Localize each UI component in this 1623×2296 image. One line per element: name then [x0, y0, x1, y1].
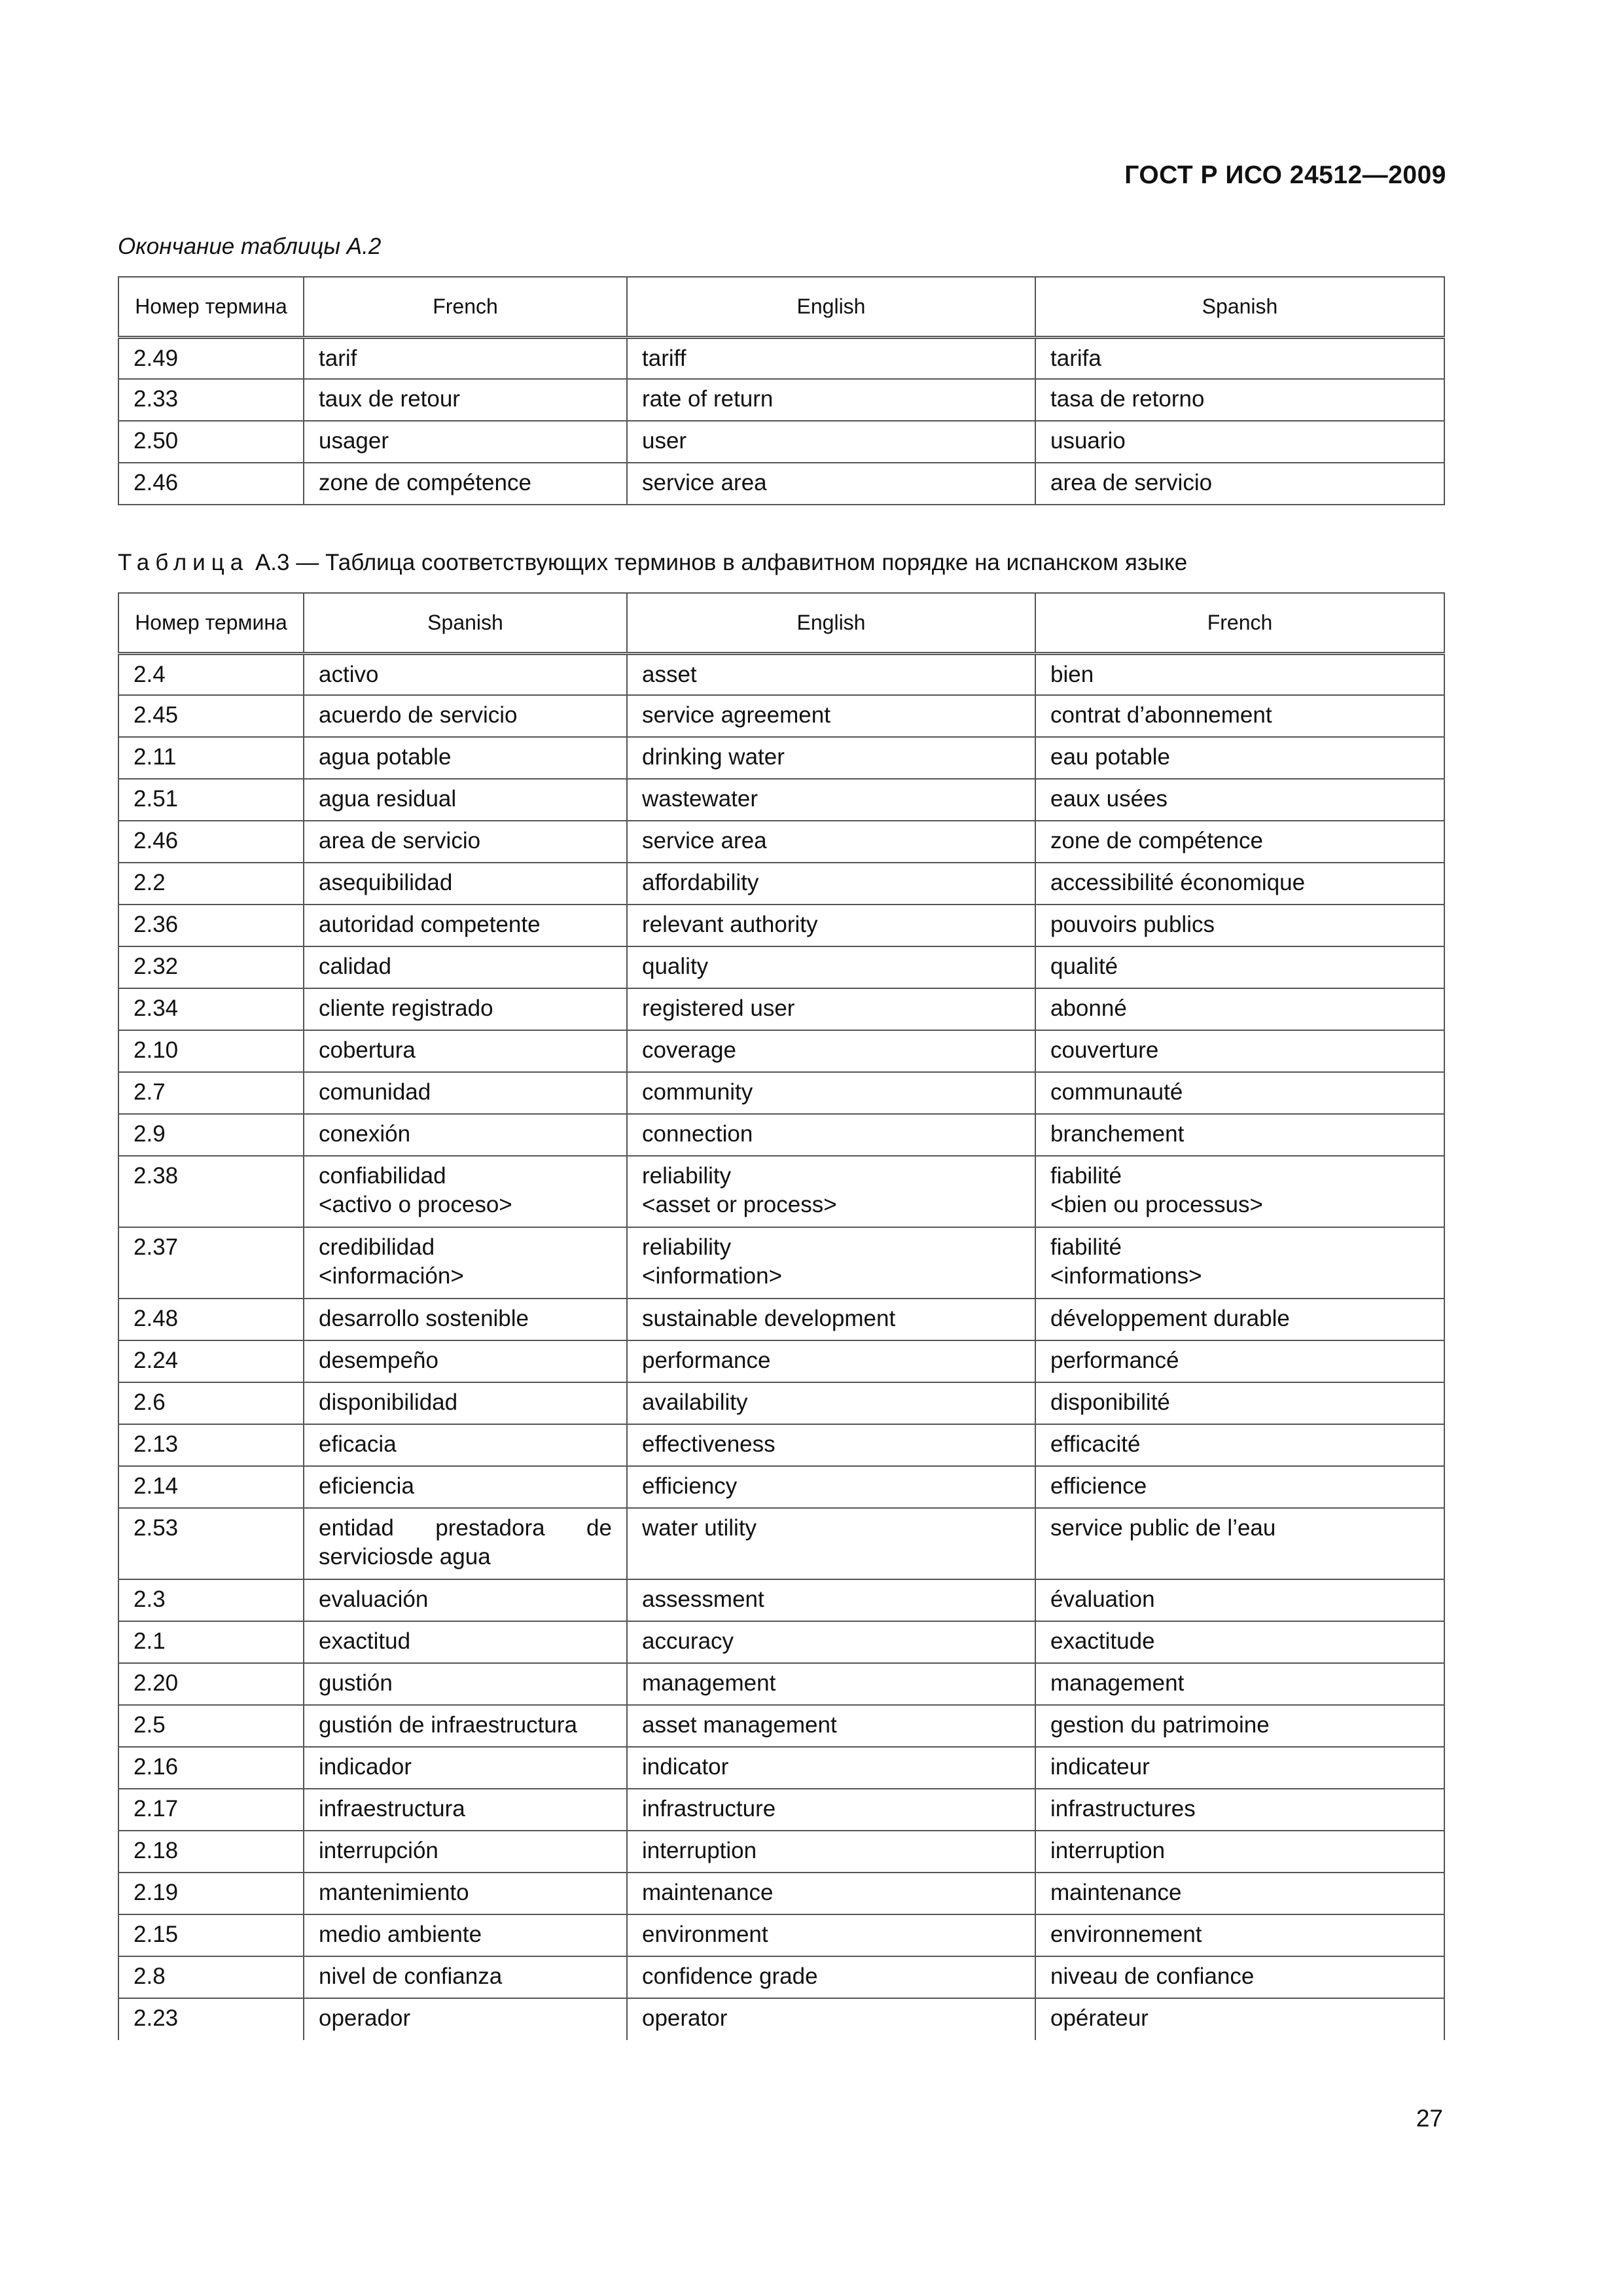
- term-cell: area de servicio: [304, 821, 627, 863]
- term-cell: opérateur: [1035, 1998, 1444, 2040]
- table-row: [118, 863, 1444, 905]
- term-number-cell: 2.20: [118, 1663, 304, 1705]
- term-number-cell: 2.17: [118, 1789, 304, 1831]
- term-cell: taux de retour: [304, 379, 627, 421]
- table-row: [118, 1914, 1444, 1956]
- table-row: [118, 1340, 1444, 1382]
- term-cell: eaux usées: [1035, 779, 1444, 821]
- term-cell: management: [627, 1663, 1035, 1705]
- term-cell: développement durable: [1035, 1299, 1444, 1340]
- table-row: [118, 1382, 1444, 1424]
- term-number-cell: 2.46: [118, 821, 304, 863]
- term-number-cell: 2.6: [118, 1382, 304, 1424]
- term-number-cell: 2.13: [118, 1424, 304, 1466]
- term-cell: availability: [627, 1382, 1035, 1424]
- table-row: [118, 1873, 1444, 1914]
- term-cell: service area: [627, 463, 1035, 505]
- table-row: [118, 1579, 1444, 1621]
- term-number-cell: 2.37: [118, 1227, 304, 1299]
- term-cell: activo: [304, 653, 627, 695]
- term-cell: medio ambiente: [304, 1914, 627, 1956]
- term-cell: comunidad: [304, 1072, 627, 1114]
- table-row: [118, 1299, 1444, 1340]
- term-cell: entidad prestadora de serviciosde agua: [304, 1508, 627, 1579]
- term-cell: zone de compétence: [304, 463, 627, 505]
- term-cell: qualité: [1035, 946, 1444, 988]
- term-cell: accessibilité économique: [1035, 863, 1444, 905]
- table-header-row: [118, 277, 1444, 337]
- term-cell: operador: [304, 1998, 627, 2040]
- table-row: [118, 463, 1444, 505]
- term-number-cell: 2.48: [118, 1299, 304, 1340]
- term-number-cell: 2.11: [118, 737, 304, 779]
- term-cell: effectiveness: [627, 1424, 1035, 1466]
- table-row: [118, 821, 1444, 863]
- table-row: [118, 1030, 1444, 1072]
- term-cell: service public de l’eau: [1035, 1508, 1444, 1579]
- table-row: [118, 946, 1444, 988]
- term-cell: cliente registrado: [304, 988, 627, 1030]
- column-header: Spanish: [1035, 277, 1444, 337]
- term-cell: fiabilité <informations>: [1035, 1227, 1444, 1299]
- term-number-cell: 2.46: [118, 463, 304, 505]
- table-row: [118, 1663, 1444, 1705]
- term-cell: environment: [627, 1914, 1035, 1956]
- table-a3-caption-prefix: Таблица: [118, 550, 249, 575]
- table-a3-caption: [118, 550, 1187, 576]
- term-number-cell: 2.18: [118, 1831, 304, 1873]
- term-cell: community: [627, 1072, 1035, 1114]
- table-row: [118, 1156, 1444, 1227]
- term-cell: usager: [304, 421, 627, 463]
- term-number-cell: 2.8: [118, 1956, 304, 1998]
- table-row: [118, 1227, 1444, 1299]
- table-row: [118, 1072, 1444, 1114]
- term-cell: confiabilidad <activo o proceso>: [304, 1156, 627, 1227]
- term-cell: confidence grade: [627, 1956, 1035, 1998]
- term-cell: abonné: [1035, 988, 1444, 1030]
- term-number-cell: 2.15: [118, 1914, 304, 1956]
- column-header: English: [627, 277, 1035, 337]
- term-cell: reliability <asset or process>: [627, 1156, 1035, 1227]
- term-cell: tarif: [304, 337, 627, 379]
- term-cell: connection: [627, 1114, 1035, 1156]
- table-row: [118, 1789, 1444, 1831]
- term-cell: gustión: [304, 1663, 627, 1705]
- term-cell: efficience: [1035, 1466, 1444, 1508]
- term-cell: tarifa: [1035, 337, 1444, 379]
- table-row: [118, 379, 1444, 421]
- table-row: [118, 1424, 1444, 1466]
- term-number-cell: 2.49: [118, 337, 304, 379]
- term-cell: infraestructura: [304, 1789, 627, 1831]
- table-row: [118, 779, 1444, 821]
- term-cell: operator: [627, 1998, 1035, 2040]
- term-cell: relevant authority: [627, 905, 1035, 946]
- term-cell: mantenimiento: [304, 1873, 627, 1914]
- term-cell: sustainable development: [627, 1299, 1035, 1340]
- document-header: ГОСТ Р ИСО 24512—2009: [1124, 161, 1446, 189]
- term-cell: registered user: [627, 988, 1035, 1030]
- term-number-cell: 2.38: [118, 1156, 304, 1227]
- term-cell: cobertura: [304, 1030, 627, 1072]
- term-cell: acuerdo de servicio: [304, 695, 627, 737]
- term-cell: conexión: [304, 1114, 627, 1156]
- term-cell: niveau de confiance: [1035, 1956, 1444, 1998]
- page-number: 27: [1416, 2105, 1443, 2132]
- term-cell: gestion du patrimoine: [1035, 1705, 1444, 1747]
- term-number-cell: 2.33: [118, 379, 304, 421]
- term-cell: indicateur: [1035, 1747, 1444, 1789]
- term-cell: infrastructures: [1035, 1789, 1444, 1831]
- term-cell: autoridad competente: [304, 905, 627, 946]
- term-cell: assessment: [627, 1579, 1035, 1621]
- term-number-cell: 2.1: [118, 1621, 304, 1663]
- term-cell: credibilidad <información>: [304, 1227, 627, 1299]
- term-cell: asequibilidad: [304, 863, 627, 905]
- term-cell: calidad: [304, 946, 627, 988]
- table-row: [118, 337, 1444, 379]
- term-cell: rate of return: [627, 379, 1035, 421]
- table-row: [118, 1747, 1444, 1789]
- term-number-cell: 2.10: [118, 1030, 304, 1072]
- term-cell: agua residual: [304, 779, 627, 821]
- term-number-cell: 2.32: [118, 946, 304, 988]
- term-cell: nivel de confianza: [304, 1956, 627, 1998]
- term-cell: interruption: [627, 1831, 1035, 1873]
- term-number-cell: 2.36: [118, 905, 304, 946]
- table-row: [118, 695, 1444, 737]
- column-header: French: [1035, 593, 1444, 653]
- term-cell: évaluation: [1035, 1579, 1444, 1621]
- term-cell: affordability: [627, 863, 1035, 905]
- term-number-cell: 2.45: [118, 695, 304, 737]
- term-number-cell: 2.4: [118, 653, 304, 695]
- column-header: Номер термина: [118, 593, 304, 653]
- term-number-cell: 2.19: [118, 1873, 304, 1914]
- term-cell: usuario: [1035, 421, 1444, 463]
- table-row: [118, 1705, 1444, 1747]
- column-header: English: [627, 593, 1035, 653]
- term-number-cell: 2.23: [118, 1998, 304, 2040]
- column-header: Spanish: [304, 593, 627, 653]
- term-cell: tasa de retorno: [1035, 379, 1444, 421]
- term-cell: accuracy: [627, 1621, 1035, 1663]
- term-number-cell: 2.14: [118, 1466, 304, 1508]
- table-row: [118, 1466, 1444, 1508]
- term-number-cell: 2.24: [118, 1340, 304, 1382]
- term-cell: eficiencia: [304, 1466, 627, 1508]
- term-cell: branchement: [1035, 1114, 1444, 1156]
- term-cell: exactitude: [1035, 1621, 1444, 1663]
- table-row: [118, 737, 1444, 779]
- term-number-cell: 2.5: [118, 1705, 304, 1747]
- term-cell: interruption: [1035, 1831, 1444, 1873]
- term-cell: maintenance: [627, 1873, 1035, 1914]
- term-cell: bien: [1035, 653, 1444, 695]
- table-row: [118, 421, 1444, 463]
- term-cell: zone de compétence: [1035, 821, 1444, 863]
- term-number-cell: 2.51: [118, 779, 304, 821]
- term-cell: asset management: [627, 1705, 1035, 1747]
- term-cell: drinking water: [627, 737, 1035, 779]
- term-cell: reliability <information>: [627, 1227, 1035, 1299]
- table-row: [118, 1114, 1444, 1156]
- term-cell: wastewater: [627, 779, 1035, 821]
- term-cell: communauté: [1035, 1072, 1444, 1114]
- term-number-cell: 2.3: [118, 1579, 304, 1621]
- term-cell: desempeño: [304, 1340, 627, 1382]
- term-cell: maintenance: [1035, 1873, 1444, 1914]
- table-row: [118, 1621, 1444, 1663]
- table-a3-caption-text: А.3 — Таблица соответствующих терминов в алфавитном порядке на испанском языке: [249, 550, 1188, 575]
- term-cell: user: [627, 421, 1035, 463]
- table-row: [118, 1831, 1444, 1873]
- table-a2: [118, 276, 1445, 505]
- term-cell: evaluación: [304, 1579, 627, 1621]
- table-row: [118, 653, 1444, 695]
- term-cell: service agreement: [627, 695, 1035, 737]
- term-cell: disponibilité: [1035, 1382, 1444, 1424]
- term-cell: couverture: [1035, 1030, 1444, 1072]
- table-row: [118, 1956, 1444, 1998]
- term-number-cell: 2.50: [118, 421, 304, 463]
- table-row: [118, 1998, 1444, 2040]
- table-row: [118, 1508, 1444, 1579]
- term-cell: desarrollo sostenible: [304, 1299, 627, 1340]
- term-cell: infrastructure: [627, 1789, 1035, 1831]
- term-number-cell: 2.34: [118, 988, 304, 1030]
- term-cell: indicator: [627, 1747, 1035, 1789]
- term-cell: performancé: [1035, 1340, 1444, 1382]
- term-number-cell: 2.7: [118, 1072, 304, 1114]
- term-cell: eficacia: [304, 1424, 627, 1466]
- term-cell: agua potable: [304, 737, 627, 779]
- term-cell: efficiency: [627, 1466, 1035, 1508]
- term-cell: management: [1035, 1663, 1444, 1705]
- term-number-cell: 2.9: [118, 1114, 304, 1156]
- term-cell: pouvoirs publics: [1035, 905, 1444, 946]
- term-cell: quality: [627, 946, 1035, 988]
- term-cell: contrat d’abonnement: [1035, 695, 1444, 737]
- table-a2-caption: Окончание таблицы А.2: [118, 234, 382, 259]
- term-cell: environnement: [1035, 1914, 1444, 1956]
- term-cell: asset: [627, 653, 1035, 695]
- term-cell: efficacité: [1035, 1424, 1444, 1466]
- column-header: Номер термина: [118, 277, 304, 337]
- table-row: [118, 988, 1444, 1030]
- table-header-row: [118, 593, 1444, 653]
- term-cell: interrupción: [304, 1831, 627, 1873]
- term-number-cell: 2.2: [118, 863, 304, 905]
- term-cell: fiabilité <bien ou processus>: [1035, 1156, 1444, 1227]
- term-cell: gustión de infraestructura: [304, 1705, 627, 1747]
- table-a3: [118, 592, 1445, 2040]
- column-header: French: [304, 277, 627, 337]
- term-cell: exactitud: [304, 1621, 627, 1663]
- term-cell: tariff: [627, 337, 1035, 379]
- term-cell: eau potable: [1035, 737, 1444, 779]
- table-row: [118, 905, 1444, 946]
- term-cell: water utility: [627, 1508, 1035, 1579]
- term-number-cell: 2.16: [118, 1747, 304, 1789]
- term-cell: area de servicio: [1035, 463, 1444, 505]
- term-cell: performance: [627, 1340, 1035, 1382]
- term-cell: indicador: [304, 1747, 627, 1789]
- term-number-cell: 2.53: [118, 1508, 304, 1579]
- term-cell: coverage: [627, 1030, 1035, 1072]
- term-cell: service area: [627, 821, 1035, 863]
- term-cell: disponibilidad: [304, 1382, 627, 1424]
